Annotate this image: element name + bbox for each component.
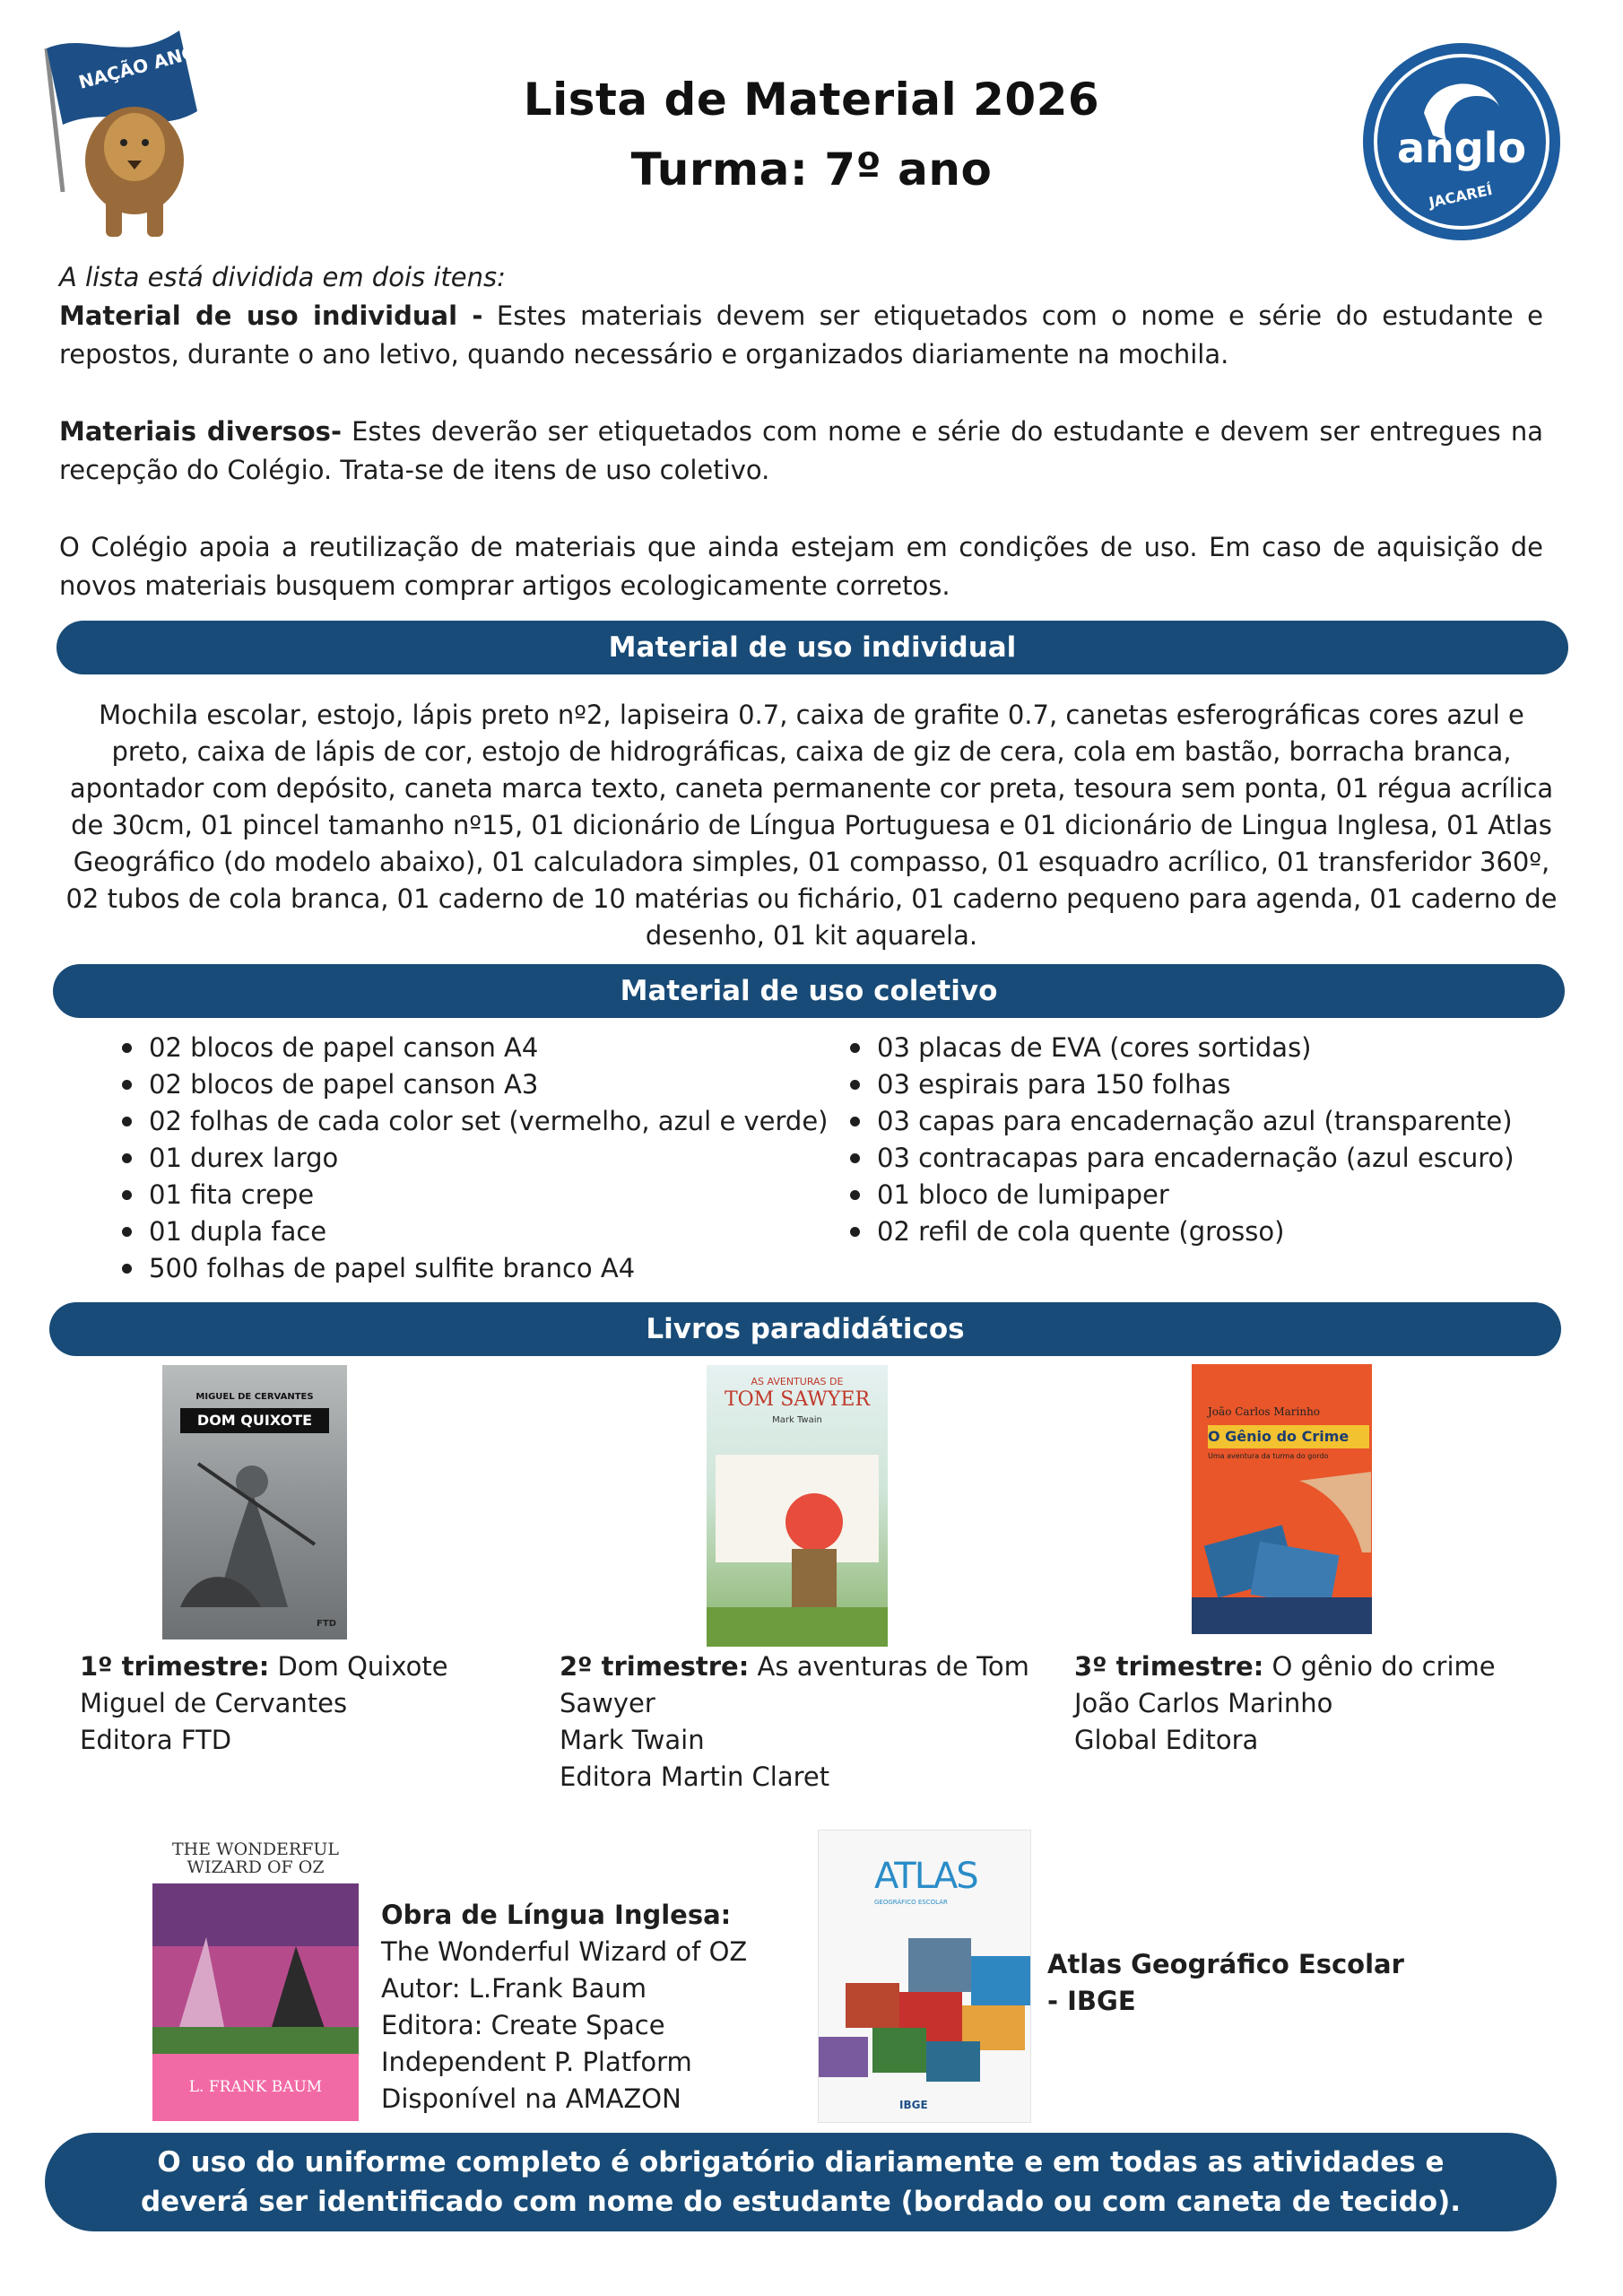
cover-title: TOM SAWYER (724, 1388, 871, 1411)
english-book-heading: Obra de Língua Inglesa: (381, 1900, 732, 1930)
books-heading-bar: Livros paradidáticos (49, 1302, 1561, 1356)
list-item: 01 bloco de lumipaper (841, 1177, 1515, 1213)
cover-title: ATLAS (874, 1856, 977, 1897)
logo-city-text: JACAREÍ (1427, 180, 1494, 212)
english-book-line: The Wonderful Wizard of OZ (381, 1936, 748, 1967)
book-1-publisher: Editora FTD (80, 1725, 232, 1755)
list-item: 500 folhas de papel sulfite branco A4 (113, 1250, 828, 1287)
collective-list-right (841, 1030, 1515, 1250)
cover-sub: Uma aventura da turma do gordo (1208, 1452, 1329, 1460)
knight-illustration (162, 1437, 347, 1616)
intro-p2-text: Estes deverão ser etiquetados com nome e série do estudante e devem ser entregues na recepção do Colégio. Trata-se de itens de uso coletivo. (59, 416, 1543, 485)
cover-author: Mark Twain (772, 1415, 822, 1425)
english-book-info (381, 1897, 767, 2118)
list-item: 02 folhas de cada color set (vermelho, azul e verde) (113, 1103, 828, 1140)
tom-illustration (707, 1437, 888, 1647)
intro-section (59, 258, 1543, 605)
english-book-line: Independent P. Platform (381, 2047, 692, 2077)
list-item: 01 durex largo (113, 1140, 828, 1177)
book-3-title: O gênio do crime (1263, 1651, 1496, 1682)
book-1-author: Miguel de Cervantes (80, 1688, 348, 1718)
atlas-info (1047, 1946, 1406, 2020)
book-2-publisher: Editora Martin Claret (560, 1761, 830, 1792)
cover-title: THE WONDERFUL WIZARD OF OZ (171, 1839, 340, 1877)
cover-author: João Carlos Marinho (1208, 1405, 1321, 1418)
cover-brand: FTD (317, 1619, 336, 1629)
page-title-line1: Lista de Material 2026 (523, 74, 1100, 126)
book-1-title: Dom Quixote (269, 1651, 448, 1682)
book-3-term: 3º trimestre: (1074, 1651, 1264, 1682)
oz-illustration (152, 1883, 359, 2054)
tom-sawyer-cover (707, 1365, 888, 1647)
english-book-line: Disponível na AMAZON (381, 2083, 681, 2114)
list-item: 01 dupla face (113, 1213, 828, 1250)
intro-p3-text: O Colégio apoia a reutilização de materiais que ainda estejam em condições de uso. Em caso de aquisição de novos materiais busquem comprar artigos ecologicamente corretos. (59, 532, 1543, 601)
cover-author: L. FRANK BAUM (152, 2054, 359, 2121)
individual-heading-bar: Material de uso individual (56, 621, 1568, 674)
book-2-info (560, 1648, 1035, 1796)
book-1-info (80, 1648, 528, 1759)
atlas-cover (818, 1830, 1031, 2123)
flag-text: NAÇÃO ANGLO (76, 34, 215, 93)
individual-material-text: Mochila escolar, estojo, lápis preto nº2, lapiseira 0.7, caixa de grafite 0.7, canetas esferográficas cores azul e preto, caixa de lápis de cor, estojo de hidrográficas, caixa de giz de cera, cola em bastão, borracha branca, apontador com depósito, caneta marca texto, caneta permanente cor preta, tesoura sem ponta, 01 régua acrílica de 30cm, 01 pincel tamanho nº15, 01 dicionário de Língua Portuguesa e 01 dicionário de Lingua Inglesa, 01 Atlas Geográfico (do modelo abaixo), 01 calculadora simples, 01 compasso, 01 esquadro acrílico, 01 transferidor 360º, 02 tubos de cola branca, 01 caderno de 10 matérias ou fichário, 01 caderno pequeno para agenda, 01 caderno de desenho, 01 kit aquarela. (65, 700, 1558, 951)
intro-lead: A lista está dividida em dois itens: (59, 262, 506, 292)
uniform-notice-bar (45, 2133, 1557, 2231)
cover-top: AS AVENTURAS DE (751, 1376, 844, 1387)
dom-quixote-cover (162, 1365, 347, 1639)
atlas-heading: Atlas Geográfico Escolar - IBGE (1047, 1949, 1404, 2016)
list-item: 03 espirais para 150 folhas (841, 1066, 1515, 1103)
list-item: 01 fita crepe (113, 1177, 828, 1213)
anglo-jacarei-logo (1361, 41, 1563, 243)
list-item: 02 blocos de papel canson A3 (113, 1066, 828, 1103)
intro-p1-text: Estes materiais devem ser etiquetados com o nome e série do estudante e repostos, durante o ano letivo, quando necessário e organizados diariamente na mochila. (59, 300, 1543, 370)
book-3-info (1074, 1648, 1541, 1759)
book-2-term: 2º trimestre: (560, 1651, 750, 1682)
book-2-title: As aventuras de Tom Sawyer (560, 1651, 1029, 1718)
collective-list-left (113, 1030, 828, 1287)
list-item: 02 refil de cola quente (grosso) (841, 1213, 1515, 1250)
cover-title: DOM QUIXOTE (180, 1408, 329, 1433)
list-item: 03 capas para encadernação azul (transparente) (841, 1103, 1515, 1140)
intro-p2-bold: Materiais diversos- (59, 416, 342, 447)
genio-do-crime-cover (1192, 1364, 1372, 1634)
english-book-line: Editora: Create Space (381, 2010, 665, 2040)
logo-brand-text: anglo (1396, 124, 1527, 172)
list-item: 02 blocos de papel canson A4 (113, 1030, 828, 1066)
book-1-term: 1º trimestre: (80, 1651, 270, 1682)
book-3-author: João Carlos Marinho (1074, 1688, 1333, 1718)
cover-author: MIGUEL DE CERVANTES (195, 1392, 314, 1402)
list-item: 03 contracapas para encadernação (azul escuro) (841, 1140, 1515, 1177)
wizard-of-oz-cover (152, 1830, 359, 2121)
cover-sub: GEOGRÁFICO ESCOLAR (874, 1899, 948, 1906)
cover-brand: IBGE (899, 2099, 928, 2111)
cover-title: O Gênio do Crime (1208, 1425, 1369, 1448)
page-title-line2: Turma: 7º ano (630, 144, 993, 196)
cards-illustration (1192, 1463, 1372, 1634)
book-3-publisher: Global Editora (1074, 1725, 1259, 1755)
atlas-photo-mosaic (819, 1938, 1030, 2091)
english-book-line: Autor: L.Frank Baum (381, 1973, 647, 2004)
book-2-author: Mark Twain (560, 1725, 705, 1755)
collective-heading-bar: Material de uso coletivo (53, 964, 1565, 1018)
list-item: 03 placas de EVA (cores sortidas) (841, 1030, 1515, 1066)
intro-p1-bold: Material de uso individual - (59, 300, 483, 331)
uniform-notice-text: O uso do uniforme completo é obrigatório diariamente e em todas as atividades e deverá ser identificado com nome do estudante (bordado ou com caneta de tecido). (140, 2146, 1462, 2218)
nacao-anglo-logo (27, 13, 215, 246)
